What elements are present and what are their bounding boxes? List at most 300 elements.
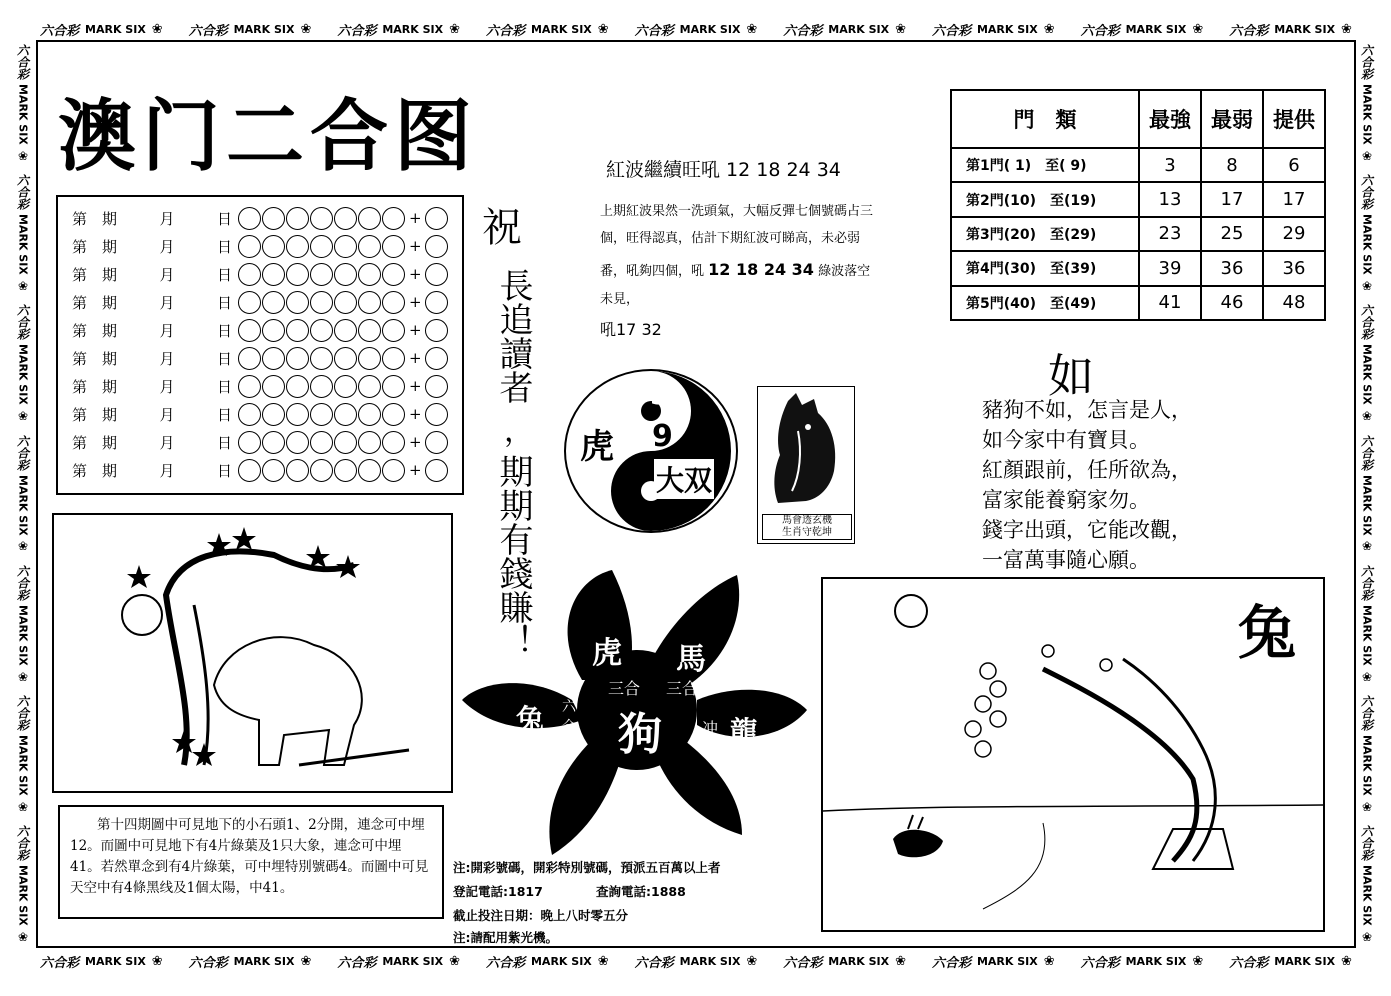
- border-cjk-text: 六合彩: [931, 955, 971, 971]
- border-unit: [1359, 565, 1376, 684]
- number-circle: [358, 319, 381, 342]
- record-plus: +: [409, 433, 422, 451]
- number-circle: [310, 459, 333, 482]
- flower-icon: ❀: [1361, 930, 1373, 944]
- yinyang-label: 大双: [654, 459, 714, 499]
- number-circle: [310, 263, 333, 286]
- number-circle: [334, 207, 357, 230]
- record-row: [72, 233, 449, 259]
- number-circle: [425, 291, 448, 314]
- border-cjk-text: 六合彩: [1359, 304, 1374, 341]
- record-row: [72, 373, 449, 399]
- number-circle: [358, 235, 381, 258]
- yin-yang-emblem: [564, 369, 738, 533]
- border-latin-text: MARK SIX: [1360, 474, 1374, 536]
- horse-caption-line2: 生肖守乾坤: [782, 527, 832, 538]
- border-latin-text: MARK SIX: [16, 344, 30, 406]
- bottom-border-band: [40, 950, 1352, 972]
- border-cjk-text: 六合彩: [783, 23, 823, 39]
- doors-cell-offer: 48: [1263, 286, 1325, 320]
- record-month: 月: [159, 349, 175, 368]
- yinyang-num2: 9: [652, 419, 673, 454]
- number-circle: [262, 291, 285, 314]
- record-month: 月: [159, 321, 175, 340]
- border-unit: [15, 44, 32, 163]
- flower-sanhe1: 三合: [608, 679, 641, 698]
- number-circle: [238, 263, 261, 286]
- top-border-band: [40, 18, 1352, 40]
- border-latin-text: MARK SIX: [1360, 214, 1374, 275]
- number-circle: [334, 319, 357, 342]
- record-month: 月: [159, 405, 175, 424]
- record-row: [72, 457, 449, 483]
- doors-cell-offer: 29: [1263, 217, 1325, 251]
- info-uv-note: 注:請配用紫光機。: [453, 930, 558, 945]
- border-cjk-text: 六合彩: [1229, 955, 1269, 971]
- info-line1: 注:開彩號碼，開彩特別號碼，預派五百萬以上者: [453, 860, 721, 875]
- horse-caption-line1: 馬會透玄機: [782, 515, 832, 526]
- record-month: 月: [159, 265, 175, 284]
- border-latin-text: MARK SIX: [828, 22, 890, 36]
- wish-line1: 長追讀者: [493, 268, 533, 404]
- number-circle: [358, 207, 381, 230]
- record-row: [72, 317, 449, 343]
- flower-icon: ❀: [17, 930, 29, 944]
- number-circle: [425, 319, 448, 342]
- border-cjk-text: 六合彩: [1080, 955, 1120, 971]
- border-cjk-text: 六合彩: [15, 695, 30, 732]
- number-circle: [286, 403, 309, 426]
- prose-green: 綠波落空未見，: [600, 263, 871, 308]
- record-row: [72, 289, 449, 315]
- border-latin-text: MARK SIX: [530, 954, 592, 968]
- flower-icon: ❀: [300, 953, 312, 969]
- doors-row: [951, 182, 1325, 216]
- border-latin-text: MARK SIX: [85, 954, 146, 968]
- border-unit: [783, 952, 906, 971]
- record-qi: 第 期: [72, 461, 118, 480]
- border-latin-text: MARK SIX: [1360, 604, 1374, 666]
- border-unit: [1359, 304, 1376, 423]
- border-unit: [40, 952, 163, 971]
- record-row-label: [72, 460, 238, 481]
- border-cjk-text: 六合彩: [15, 564, 30, 601]
- record-day: 日: [216, 461, 232, 480]
- number-circle: [262, 263, 285, 286]
- header-door: 門 類: [951, 90, 1139, 148]
- border-cjk-text: 六合彩: [188, 955, 228, 971]
- number-circle: [310, 403, 333, 426]
- flower-icon: ❀: [1192, 21, 1204, 37]
- flower-icon: ❀: [1361, 409, 1373, 424]
- flower-icon: ❀: [300, 21, 312, 37]
- border-unit: [337, 952, 460, 971]
- border-unit: [932, 952, 1055, 971]
- record-day: 日: [216, 433, 232, 452]
- record-row-label: [72, 320, 238, 341]
- zodiac-flower: [462, 570, 812, 855]
- border-cjk-text: 六合彩: [1359, 564, 1374, 601]
- border-unit: [1359, 825, 1376, 944]
- border-latin-text: MARK SIX: [382, 954, 444, 968]
- poem-line: 錢字出頭，它能改觀，: [982, 518, 1192, 543]
- wish-line2: 期期有錢賺！: [493, 454, 533, 658]
- border-unit: [15, 825, 32, 944]
- doors-cell-door: 第1門( 1) 至( 9): [951, 148, 1139, 182]
- border-latin-text: MARK SIX: [16, 474, 30, 536]
- poem-line: 一富萬事隨心願。: [982, 548, 1150, 573]
- number-circle: [425, 347, 448, 370]
- number-circle: [358, 291, 381, 314]
- flower-icon: ❀: [1192, 953, 1204, 969]
- border-latin-text: MARK SIX: [1274, 22, 1336, 36]
- doors-cell-weak: 46: [1201, 286, 1263, 320]
- number-circle: [358, 459, 381, 482]
- flower-center-dog: 狗: [618, 709, 662, 760]
- record-plus: +: [409, 405, 422, 423]
- border-cjk-text: 六合彩: [15, 304, 30, 341]
- record-qi: 第 期: [72, 405, 118, 424]
- border-cjk-text: 六合彩: [1080, 23, 1120, 39]
- number-circle: [382, 207, 405, 230]
- border-latin-text: MARK SIX: [976, 22, 1038, 36]
- number-circle: [286, 347, 309, 370]
- record-day: 日: [216, 405, 232, 424]
- doors-cell-strong: 23: [1139, 217, 1201, 251]
- record-day: 日: [216, 377, 232, 396]
- flower-icon: ❀: [597, 953, 609, 969]
- number-circle: [238, 403, 261, 426]
- flower-icon: ❀: [1361, 148, 1373, 163]
- number-circle: [238, 207, 261, 230]
- number-circle: [238, 431, 261, 454]
- number-circle: [334, 291, 357, 314]
- border-cjk-text: 六合彩: [485, 955, 525, 971]
- border-unit: [15, 435, 32, 554]
- border-unit: [1229, 952, 1352, 971]
- flower-icon: ❀: [1341, 953, 1352, 969]
- number-circle: [334, 459, 357, 482]
- border-latin-text: MARK SIX: [679, 954, 741, 968]
- doors-cell-door: 第3門(20) 至(29): [951, 217, 1139, 251]
- border-latin-text: MARK SIX: [1360, 865, 1374, 926]
- flower-icon: ❀: [1043, 953, 1055, 969]
- number-circle: [334, 263, 357, 286]
- flower-icon: ❀: [17, 409, 29, 424]
- flower-icon: ❀: [1361, 539, 1373, 554]
- border-cjk-text: 六合彩: [40, 955, 80, 971]
- doors-cell-door: 第5門(40) 至(49): [951, 286, 1139, 320]
- flower-sanhe2: 三合: [666, 679, 699, 698]
- left-border-band: [12, 44, 34, 944]
- border-latin-text: MARK SIX: [16, 604, 30, 666]
- flower-icon: ❀: [1361, 799, 1373, 814]
- border-cjk-text: 六合彩: [15, 825, 30, 862]
- prose-tail: 吼17 32: [600, 320, 662, 340]
- record-plus: +: [409, 237, 422, 255]
- flower-icon: ❀: [1361, 278, 1373, 293]
- flower-icon: ❀: [1341, 21, 1352, 37]
- flower-icon: ❀: [895, 953, 906, 969]
- record-row-label: [72, 264, 238, 285]
- doors-cell-offer: 36: [1263, 251, 1325, 285]
- record-month: 月: [159, 377, 175, 396]
- number-circle: [382, 319, 405, 342]
- number-circle: [358, 375, 381, 398]
- info-register-phone: 登記電話:1817: [453, 884, 543, 899]
- flower-icon: ❀: [17, 278, 29, 293]
- number-circle: [238, 235, 261, 258]
- border-unit: [1359, 435, 1376, 554]
- record-row-label: [72, 292, 238, 313]
- border-cjk-text: 六合彩: [15, 434, 30, 471]
- border-latin-text: MARK SIX: [1360, 84, 1374, 145]
- number-circle: [262, 347, 285, 370]
- border-unit: [486, 952, 609, 971]
- number-circle: [238, 459, 261, 482]
- record-month: 月: [159, 237, 175, 256]
- number-circle: [425, 235, 448, 258]
- number-circle: [262, 375, 285, 398]
- poem-line: 富家能養窮家勿。: [982, 488, 1150, 513]
- yinyang-num1: 3: [650, 377, 671, 412]
- flower-dragon: 龍: [730, 715, 759, 748]
- flower-icon: ❀: [449, 21, 461, 37]
- record-qi: 第 期: [72, 293, 118, 312]
- record-plus: +: [409, 349, 422, 367]
- number-circle: [310, 319, 333, 342]
- border-unit: [932, 20, 1055, 39]
- border-latin-text: MARK SIX: [976, 954, 1038, 968]
- number-circle: [286, 291, 309, 314]
- number-circle: [310, 347, 333, 370]
- number-circle: [334, 375, 357, 398]
- draw-record-grid: [56, 195, 464, 495]
- border-latin-text: MARK SIX: [16, 735, 30, 796]
- border-latin-text: MARK SIX: [233, 954, 295, 968]
- flower-icon: ❀: [449, 953, 461, 969]
- border-unit: [15, 174, 32, 293]
- yinyang-animal: 虎: [580, 427, 614, 467]
- issue-14-note: [58, 805, 444, 919]
- record-row-label: [72, 404, 238, 425]
- record-month: 月: [159, 209, 175, 228]
- flower-tiger: 虎: [592, 636, 622, 671]
- poem-line: 如今家中有寶貝。: [982, 428, 1150, 453]
- number-circle: [262, 431, 285, 454]
- poem-line: 豬狗不如，怎言是人，: [982, 398, 1192, 422]
- number-circle: [262, 235, 285, 258]
- flower-icon: ❀: [17, 799, 29, 814]
- border-latin-text: MARK SIX: [530, 22, 592, 36]
- border-cjk-text: 六合彩: [15, 174, 30, 211]
- border-unit: [1359, 695, 1376, 814]
- header-strong: 最強: [1139, 90, 1201, 148]
- number-circle: [425, 263, 448, 286]
- record-plus: +: [409, 293, 422, 311]
- border-unit: [15, 304, 32, 423]
- number-circle: [310, 207, 333, 230]
- prose-text: 上期紅波果然一洗頭氣，大幅反彈七個號碼占三個，旺得認真，估計下期紅波可睇高，未必弱番，吼夠四個，吼: [600, 204, 874, 279]
- border-cjk-text: 六合彩: [1359, 44, 1374, 80]
- border-cjk-text: 六合彩: [634, 23, 674, 39]
- border-cjk-text: 六合彩: [1359, 174, 1374, 211]
- right-border-band: [1356, 44, 1378, 944]
- doors-cell-door: 第2門(10) 至(19): [951, 182, 1139, 216]
- red-wave-headline: 紅波繼續旺吼 12 18 24 34: [606, 159, 841, 181]
- doors-cell-strong: 39: [1139, 251, 1201, 285]
- number-circle: [334, 431, 357, 454]
- record-plus: +: [409, 265, 422, 283]
- number-circle: [425, 375, 448, 398]
- number-circle: [382, 263, 405, 286]
- border-unit: [15, 695, 32, 814]
- flower-chong: 冲: [702, 719, 719, 738]
- red-wave-prose: [600, 198, 880, 347]
- header-weak: 最弱: [1201, 90, 1263, 148]
- record-row-label: [72, 432, 238, 453]
- flower-icon: ❀: [1361, 669, 1373, 684]
- number-circle: [310, 431, 333, 454]
- border-latin-text: MARK SIX: [679, 22, 741, 36]
- border-unit: [15, 565, 32, 684]
- border-unit: [635, 952, 758, 971]
- border-latin-text: MARK SIX: [16, 214, 30, 275]
- border-cjk-text: 六合彩: [783, 955, 823, 971]
- border-cjk-text: 六合彩: [1359, 825, 1374, 862]
- border-latin-text: MARK SIX: [1360, 344, 1374, 406]
- border-cjk-text: 六合彩: [485, 23, 525, 39]
- number-circle: [382, 403, 405, 426]
- border-unit: [189, 20, 312, 39]
- record-qi: 第 期: [72, 237, 118, 256]
- flower-icon: ❀: [151, 953, 163, 969]
- record-qi: 第 期: [72, 209, 118, 228]
- record-day: 日: [216, 293, 232, 312]
- record-row: [72, 429, 449, 455]
- prose-numbers: 12 18 24 34: [708, 259, 814, 279]
- border-unit: [1081, 952, 1204, 971]
- number-circle: [286, 375, 309, 398]
- number-circle: [286, 235, 309, 258]
- record-row-label: [72, 236, 238, 257]
- border-latin-text: MARK SIX: [1360, 735, 1374, 796]
- record-row-label: [72, 208, 238, 229]
- doors-cell-weak: 8: [1201, 148, 1263, 182]
- number-circle: [358, 263, 381, 286]
- number-circle: [310, 235, 333, 258]
- border-latin-text: MARK SIX: [16, 865, 30, 926]
- flower-icon: ❀: [17, 539, 29, 554]
- flower-icon: ❀: [597, 21, 609, 37]
- poem-title: 如: [1048, 349, 1094, 403]
- border-unit: [1359, 44, 1376, 163]
- number-circle: [262, 207, 285, 230]
- elephant-tree-illustration: [54, 515, 451, 791]
- border-cjk-text: 六合彩: [634, 955, 674, 971]
- flower-icon: ❀: [746, 21, 758, 37]
- number-circle: [238, 319, 261, 342]
- number-circle: [425, 403, 448, 426]
- flower-liuhe-bottom: 合: [562, 719, 576, 735]
- record-plus: +: [409, 209, 422, 227]
- flower-icon: ❀: [1043, 21, 1055, 37]
- horse-head-icon: [758, 391, 854, 511]
- rabbit-label: 兔: [1238, 599, 1297, 667]
- record-qi: 第 期: [72, 377, 118, 396]
- page-title: 澳门二合图: [58, 92, 479, 182]
- doors-table: [950, 89, 1326, 321]
- wish-head: 祝: [482, 205, 522, 251]
- flower-icon: ❀: [746, 953, 758, 969]
- wish-comma: ，: [504, 414, 534, 449]
- number-circle: [425, 207, 448, 230]
- border-cjk-text: 六合彩: [337, 955, 377, 971]
- issue-14-text: 第十四期圖中可見地下的小石頭1、2分開，連念可中埋12。而圖中可見地下有4片綠葉及1只大象，連念可中埋41。若然單念到有4片綠葉，可中埋特別號碼4。而圖中可見天空中有4條黑线及1個太陽，中41。: [70, 817, 429, 896]
- number-circle: [382, 291, 405, 314]
- border-unit: [1229, 20, 1352, 39]
- border-latin-text: MARK SIX: [85, 22, 146, 36]
- record-plus: +: [409, 321, 422, 339]
- number-circle: [358, 403, 381, 426]
- record-month: 月: [159, 461, 175, 480]
- doors-cell-offer: 17: [1263, 182, 1325, 216]
- border-cjk-text: 六合彩: [1359, 434, 1374, 471]
- doors-row: [951, 217, 1325, 251]
- border-cjk-text: 六合彩: [40, 23, 80, 39]
- record-day: 日: [216, 321, 232, 340]
- border-latin-text: MARK SIX: [382, 22, 444, 36]
- number-circle: [382, 375, 405, 398]
- flower-icon: ❀: [17, 669, 29, 684]
- record-row: [72, 401, 449, 427]
- poem-body: [982, 395, 1192, 575]
- number-circle: [310, 375, 333, 398]
- record-plus: +: [409, 461, 422, 479]
- doors-cell-weak: 36: [1201, 251, 1263, 285]
- record-row: [72, 345, 449, 371]
- number-circle: [425, 431, 448, 454]
- border-cjk-text: 六合彩: [188, 23, 228, 39]
- doors-cell-strong: 13: [1139, 182, 1201, 216]
- border-latin-text: MARK SIX: [828, 954, 890, 968]
- record-qi: 第 期: [72, 433, 118, 452]
- record-row: [72, 261, 449, 287]
- doors-cell-offer: 6: [1263, 148, 1325, 182]
- number-circle: [238, 347, 261, 370]
- number-circle: [286, 207, 309, 230]
- border-unit: [40, 20, 163, 39]
- number-circle: [382, 459, 405, 482]
- border-cjk-text: 六合彩: [931, 23, 971, 39]
- border-unit: [1359, 174, 1376, 293]
- doors-cell-weak: 17: [1201, 182, 1263, 216]
- doors-cell-strong: 3: [1139, 148, 1201, 182]
- number-circle: [334, 347, 357, 370]
- number-circle: [358, 431, 381, 454]
- doors-cell-door: 第4門(30) 至(39): [951, 251, 1139, 285]
- number-circle: [334, 403, 357, 426]
- doors-row: [951, 286, 1325, 320]
- record-day: 日: [216, 349, 232, 368]
- record-row-label: [72, 348, 238, 369]
- border-latin-text: MARK SIX: [1125, 22, 1187, 36]
- record-row-label: [72, 376, 238, 397]
- border-unit: [783, 20, 906, 39]
- record-month: 月: [159, 293, 175, 312]
- number-circle: [310, 291, 333, 314]
- number-circle: [334, 235, 357, 258]
